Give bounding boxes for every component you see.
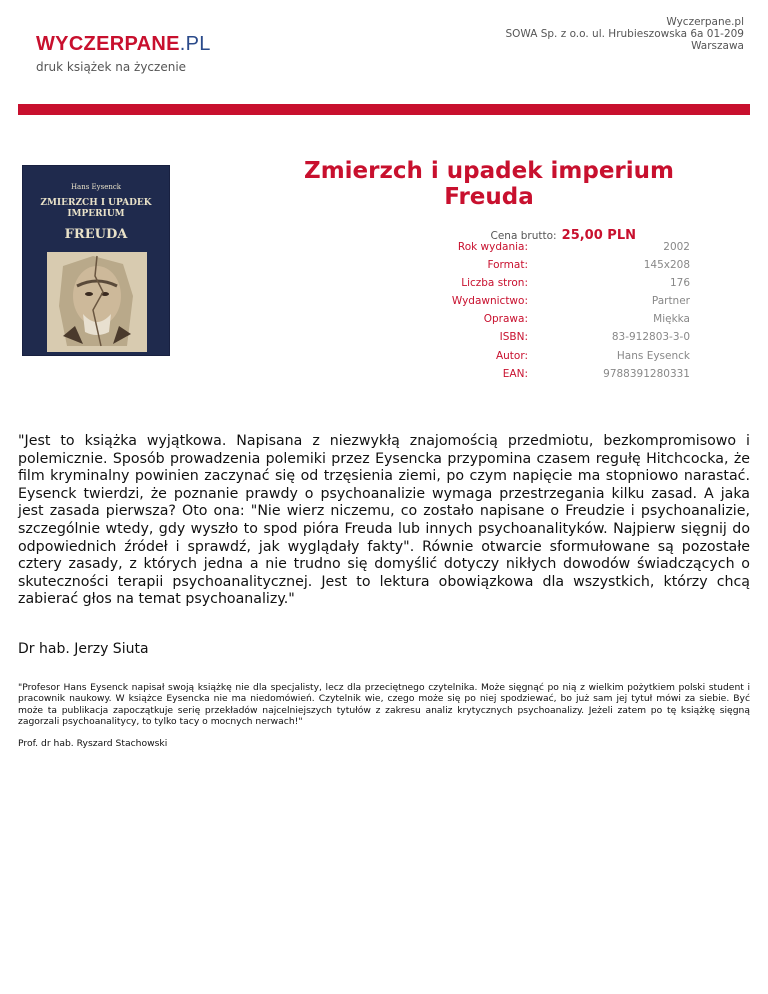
header-divider (18, 104, 750, 115)
company-street: SOWA Sp. z o.o. ul. Hrubieszowska 6a 01-209 (505, 28, 744, 40)
price-label: Cena brutto: (490, 230, 557, 242)
spec-label: Liczba stron: (461, 277, 528, 290)
book-cover-image (22, 165, 170, 356)
spec-row (300, 292, 700, 310)
review-quote-1: "Jest to książka wyjątkowa. Napisana z niezwykłą znajomością przedmiotu, bezkompromisowo i polemicznie. Sposób prowadzenia polemiki przez Eysencka przypomina czasem regułę Hitchcocka, że film kryminalny powinien zaczynać się od trzęsienia ziemi, po czym napięcie ma stopniowo narastać. Eysenck twierdzi, że poznanie prawdy o psychoanalizie wymaga przestrzegania kilku zasad. A jaka jest zasada pierwsza? Oto ona: "Nie wierz niczemu, co zostało napisane o Freudzie i psychoanalizie, szczególnie wtedy, gdy wyszło to spod pióra Freuda lub innych psychoanalityków. Najpierw sięgnij do odpowiednich źródeł i sprawdź, jak wyglądały fakty". Równie otwarcie sformułowane są pozostałe cztery zasady, z których jedna a nie trudno się domyślić dotyczy nikłych dowodów świadczących o skuteczności terapii psychoanalitycznej. Jest to lektura obowiązkowa dla wszystkich, którzy chcą zabierać głos na temat psychoanalizy." (18, 433, 750, 608)
cover-title-line-1: ZMIERZCH I UPADEK (40, 198, 152, 208)
spec-row (300, 310, 700, 328)
spec-label: Autor: (495, 349, 528, 362)
cover-portrait-illustration (23, 246, 170, 356)
logo-wordmark (36, 32, 236, 56)
book-title: Zmierzch i upadek imperium Freuda (304, 158, 674, 210)
logo-tagline: druk książek na życzenie (36, 60, 187, 74)
logo-tld: .PL (179, 33, 211, 55)
book-specs (300, 238, 700, 383)
spec-value: Partner (651, 295, 690, 308)
spec-value: 83-912803-3-0 (611, 331, 690, 344)
cover-title-line-2: IMPERIUM (67, 209, 125, 219)
cover-title-big: FREUDA (64, 227, 128, 242)
logo-main: WYCZERPANE (36, 33, 180, 55)
spec-label: ISBN: (499, 331, 528, 344)
spec-row (300, 256, 700, 274)
spec-value: 176 (669, 277, 690, 290)
spec-label: Oprawa: (483, 313, 528, 326)
review-signature-2: Prof. dr hab. Ryszard Stachowski (18, 738, 168, 749)
spec-label: Wydawnictwo: (451, 295, 528, 308)
spec-value: Miękka (653, 313, 690, 326)
spec-value: 145x208 (643, 259, 690, 272)
company-name: Wyczerpane.pl (666, 16, 744, 28)
price-value: 25,00 PLN (561, 228, 636, 243)
spec-row (300, 365, 700, 383)
spec-value: Hans Eysenck (616, 349, 690, 362)
spec-label: EAN: (502, 367, 528, 380)
spec-label: Rok wydania: (457, 241, 528, 253)
spec-value: 9788391280331 (603, 367, 690, 380)
cover-title (23, 198, 169, 220)
site-logo[interactable] (36, 32, 236, 74)
cover-author: Hans Eysenck (70, 183, 122, 191)
company-city: Warszawa (691, 40, 744, 52)
spec-value: 2002 (663, 241, 690, 253)
review-quote-2: "Profesor Hans Eysenck napisał swoją książkę nie dla specjalisty, lecz dla przeciętnego czytelnika. Może sięgnąć po nią z wielkim pożytkiem polski student i pracownik naukowy. W książce Eysencka nie ma niedomówień. Czytelnik wie, czego może się po niej spodziewać, bo już sam jej tytuł mówi za siebie. Być może ta publikacja zapoczątkuje serię przekładów najcelniejszych tytułów z zakresu analiz krytycznych psychoanalizy. Jeżeli zatem po tę książkę sięgną zagorzali psychoanalitycy, to tylko tacy o mocnych nerwach!" (18, 682, 750, 728)
spec-row (300, 347, 700, 365)
spec-row (300, 274, 700, 292)
spec-label: Format: (487, 259, 528, 272)
spec-row (300, 328, 700, 346)
company-address (505, 16, 744, 52)
review-signature-1: Dr hab. Jerzy Siuta (18, 641, 149, 657)
spec-row (300, 238, 700, 256)
